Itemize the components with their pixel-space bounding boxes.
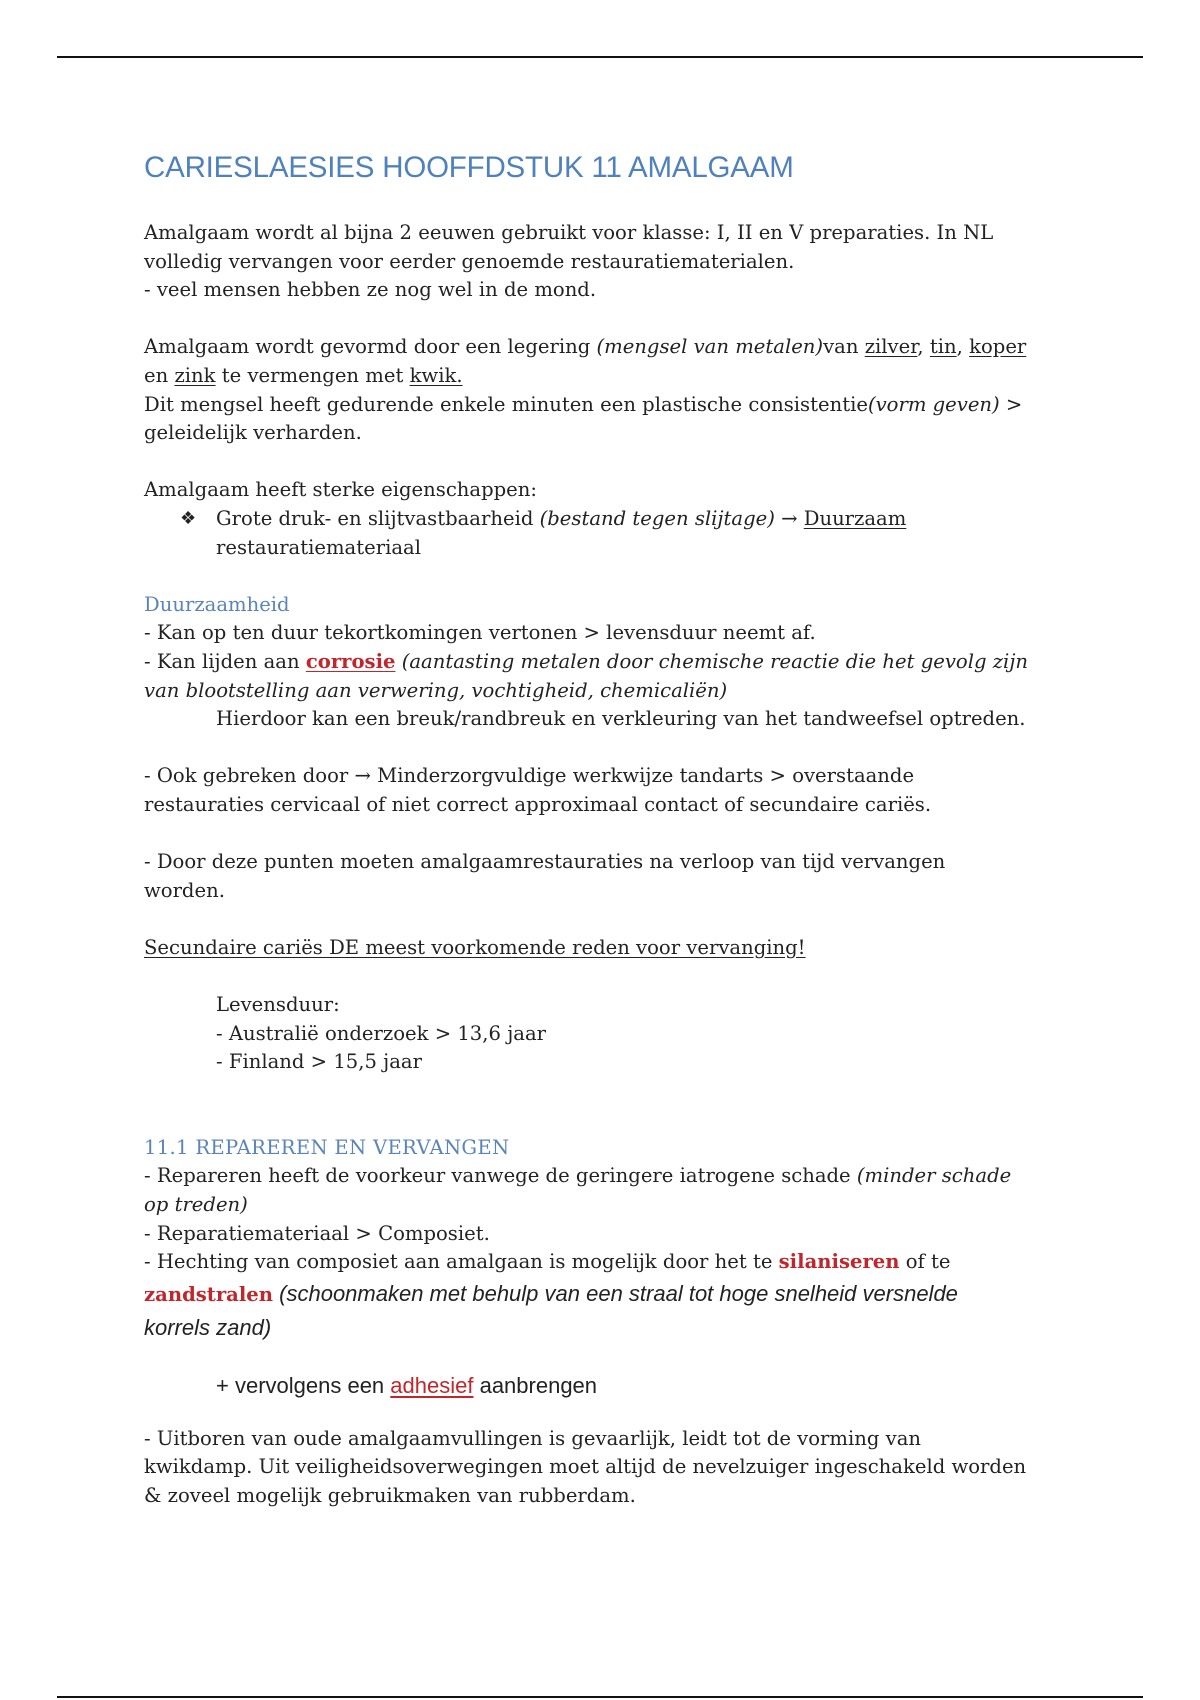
- term-adhesief: adhesief: [390, 1372, 474, 1398]
- italic-line: korrels zand): [144, 1314, 272, 1340]
- bullet-diamond-icon: ❖: [180, 507, 197, 529]
- intro-line: volledig vervangen voor eerder genoemde restauratiematerialen.: [144, 249, 795, 273]
- underlined-term: Duurzaam: [803, 506, 907, 530]
- italic-note: (aantasting metalen door chemische reactie die het gevolg zijn: [395, 649, 1029, 673]
- text: te vermengen met: [215, 363, 410, 387]
- header-rule: [57, 56, 1143, 58]
- text-line: kwikdamp. Uit veiligheidsoverwegingen moet altijd de nevelzuiger ingeschakeld worden: [144, 1455, 1027, 1479]
- italic-note: (mengsel van metalen): [596, 335, 824, 359]
- adhesief-line: [144, 1369, 1074, 1403]
- document-page: [144, 148, 1074, 1539]
- term-zandstralen: zandstralen: [144, 1282, 274, 1306]
- italic-note: (schoonmaken met behulp van een straal tot hoge snelheid versnelde: [273, 1280, 958, 1306]
- text-line: [144, 1277, 1074, 1311]
- secundair-paragraph: [144, 934, 1074, 963]
- text: van: [823, 335, 865, 359]
- intro-line: Amalgaam wordt al bijna 2 eeuwen gebruikt voor klasse: I, II en V preparaties. In NL: [144, 221, 994, 244]
- text: Dit mengsel heeft gedurende enkele minuten een plastische consistentie: [144, 392, 868, 416]
- vervangen-paragraph: [144, 848, 1074, 905]
- underlined-line: Secundaire cariës DE meest voorkomende reden voor vervanging!: [144, 935, 806, 959]
- term-koper: koper: [969, 335, 1027, 359]
- bullet-line: [216, 505, 1074, 534]
- text: of te: [899, 1250, 951, 1274]
- composition-paragraph: [144, 333, 1074, 447]
- section-heading-11-1: 11.1 REPAREREN EN VERVANGEN: [144, 1135, 510, 1159]
- intro-line: - veel mensen hebben ze nog wel in de mond.: [144, 278, 597, 302]
- text-line: restauraties cervicaal of niet correct approximaal contact of secundaire cariës.: [144, 792, 932, 816]
- text-line: worden.: [144, 878, 225, 902]
- italic-line: van blootstelling aan verwering, vochtigheid, chemicaliën): [144, 678, 728, 702]
- text: Amalgaam wordt gevormd door een legering: [144, 335, 597, 359]
- text: >: [999, 392, 1023, 416]
- arrow-icon: →: [774, 506, 804, 530]
- text-line: - Ook gebreken door → Minderzorgvuldige werkwijze tandarts > overstaande: [144, 764, 915, 788]
- text-line: - Kan op ten duur tekortkomingen vertonen > levensduur neemt af.: [144, 621, 816, 645]
- italic-note: (bestand tegen slijtage): [539, 506, 775, 530]
- text: aanbrengen: [473, 1372, 598, 1398]
- composition-line: [144, 391, 1074, 420]
- term-tin: tin: [929, 335, 957, 359]
- italic-note: (vorm geven): [867, 392, 1000, 416]
- uitboren-paragraph: [144, 1425, 1074, 1511]
- text-line: - Reparatiemateriaal > Composiet.: [144, 1221, 490, 1245]
- text-line: [144, 1162, 1074, 1191]
- text-line: - Door deze punten moeten amalgaamrestauraties na verloop van tijd vervangen: [144, 850, 946, 874]
- footer-rule: [57, 1696, 1143, 1698]
- term-corrosie: corrosie: [305, 649, 396, 673]
- composition-line: geleidelijk verharden.: [144, 421, 362, 445]
- repareren-paragraph: [144, 1162, 1074, 1344]
- text: - Kan lijden aan: [144, 649, 306, 673]
- text-line: [144, 1248, 1074, 1277]
- bullet-line: restauratiemateriaal: [216, 535, 421, 559]
- indented-line: Hierdoor kan een breuk/randbreuk en verkleuring van het tandweefsel optreden.: [216, 707, 1026, 731]
- text-line: [144, 648, 1074, 677]
- term-zilver: zilver: [864, 335, 918, 359]
- page-title: CARIESLAESIES HOOFFDSTUK 11 AMALGAAM: [144, 151, 794, 184]
- composition-line: [144, 362, 1074, 391]
- text: + vervolgens een: [216, 1372, 391, 1398]
- text: ,: [956, 335, 970, 359]
- text: Grote druk- en slijtvastbaarheid: [216, 506, 540, 530]
- term-kwik: kwik.: [409, 363, 463, 387]
- levensduur-australie: - Australië onderzoek > 13,6 jaar: [216, 1021, 546, 1045]
- text: - Hechting van composiet aan amalgaan is mogelijk door het te: [144, 1250, 779, 1274]
- italic-line: op treden): [144, 1193, 248, 1216]
- gebreken-paragraph: [144, 762, 1074, 819]
- properties-heading: Amalgaam heeft sterke eigenschappen:: [144, 478, 537, 502]
- intro-paragraph: [144, 219, 1074, 305]
- duurzaamheid-paragraph: [144, 619, 1074, 733]
- text: ,: [917, 335, 930, 359]
- term-zink: zink: [174, 363, 216, 387]
- bullet-item: [144, 505, 1074, 562]
- section-heading-duurzaamheid: Duurzaamheid: [144, 592, 290, 616]
- levensduur-label: Levensduur:: [216, 993, 340, 1017]
- text: en: [144, 363, 175, 387]
- levensduur-block: [144, 991, 1074, 1077]
- properties-paragraph: [144, 476, 1074, 562]
- levensduur-finland: - Finland > 15,5 jaar: [216, 1050, 422, 1074]
- text-line: & zoveel mogelijk gebruikmaken van rubberdam.: [144, 1483, 636, 1507]
- text: - Repareren heeft de voorkeur vanwege de geringere iatrogene schade: [144, 1164, 857, 1188]
- term-silaniseren: silaniseren: [778, 1250, 900, 1274]
- composition-line: [144, 333, 1074, 362]
- italic-note: (minder schade: [856, 1164, 1012, 1188]
- text-line: - Uitboren van oude amalgaamvullingen is gevaarlijk, leidt tot de vorming van: [144, 1426, 921, 1450]
- bullet-text: [216, 505, 1074, 562]
